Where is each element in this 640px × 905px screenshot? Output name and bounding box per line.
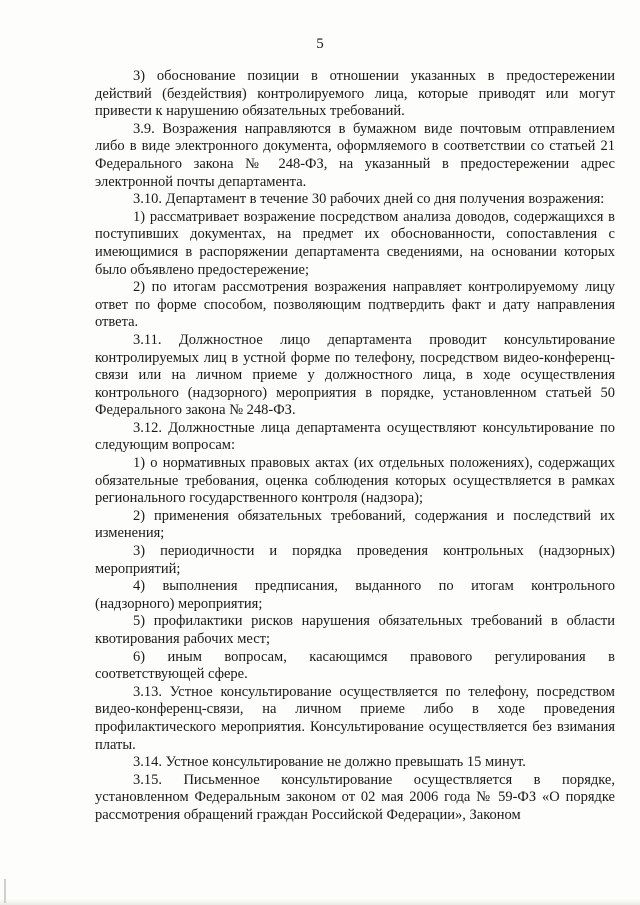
paragraph-3-13: 3.13. Устное консультирование осуществляется по телефону, посредством видео-конференц-связи, на личном приеме либо в ходе проведения профилактического мероприятия. Консультирование осуществляется без взимания платы. <box>95 683 615 753</box>
paragraph-3-12-item-5: 5) профилактики рисков нарушения обязательных требований в области квотирования рабочих мест; <box>95 613 615 647</box>
paragraph-3-12-item-1: 1) о нормативных правовых актах (их отдельных положениях), содержащих обязательные требования, оценка соблюдения которых осуществляется в рамках регионального государственного контроля (надзора); <box>95 455 615 507</box>
paragraph-3-14: 3.14. Устное консультирование не должно превышать 15 минут. <box>133 754 526 771</box>
scan-edge-mark <box>4 879 6 903</box>
paragraph-3-9: 3.9. Возражения направляются в бумажном виде почтовым отправлением либо в виде электронного документа, оформляемого в соответствии со статьей 21 Федерального закона № 248-ФЗ, на указанный в предостережении адрес электронной почты департамента. <box>95 120 615 190</box>
paragraph-3-3: 3) обоснование позиции в отношении указанных в предостережении действий (бездействия) контролируемого лица, которые приводят или могут привести к нарушению обязательных требований. <box>95 68 615 120</box>
paragraph-3-12-item-4: 4) выполнения предписания, выданного по итогам контрольного (надзорного) мероприятия; <box>95 578 615 612</box>
paragraph-3-12-item-3: 3) периодичности и порядка проведения контрольных (надзорных) мероприятий; <box>95 543 615 577</box>
page-number: 5 <box>316 36 324 52</box>
paragraph-3-10: 3.10. Департамент в течение 30 рабочих дней со дня получения возражения: <box>133 191 605 208</box>
paragraph-3-12-item-2: 2) применения обязательных требований, содержания и последствий их изменения; <box>95 507 615 542</box>
scan-bottom-edge <box>0 899 640 905</box>
document-body <box>95 68 615 825</box>
paragraph-3-11: 3.11. Должностное лицо департамента проводит консультирование контролируемых лиц в устной форме по телефону, посредством видео-конференц-связи или на личном приеме у должностного лица, в ходе осуществления контрольного (надзорного) мероприятия в порядке, установленном статьей 50 Федерального закона № 248-ФЗ. <box>95 331 615 419</box>
paragraph-3-10-item-2: 2) по итогам рассмотрения возражения направляет контролируемому лицу ответ по форме способом, позволяющим подтвердить факт и дату направления ответа. <box>95 279 615 331</box>
paragraph-3-15: 3.15. Письменное консультирование осуществляется в порядке, установленном Федеральным законом от 02 мая 2006 года № 59-ФЗ «О порядке рассмотрения обращений граждан Российской Федерации», Законом <box>95 771 615 823</box>
paragraph-3-12-item-6: 6) иным вопросам, касающимся правового регулирования в соответствующей сфере. <box>95 648 615 683</box>
paragraph-3-10-item-1: 1) рассматривает возражение посредством анализа доводов, содержащихся в поступивших документах, на предмет их обоснованности, сопоставления с имеющимися в распоряжении департамента сведениями, на основании которых было объявлено предостережение; <box>95 208 615 278</box>
paragraph-3-12: 3.12. Должностные лица департамента осуществляют консультирование по следующим вопросам: <box>95 419 615 454</box>
